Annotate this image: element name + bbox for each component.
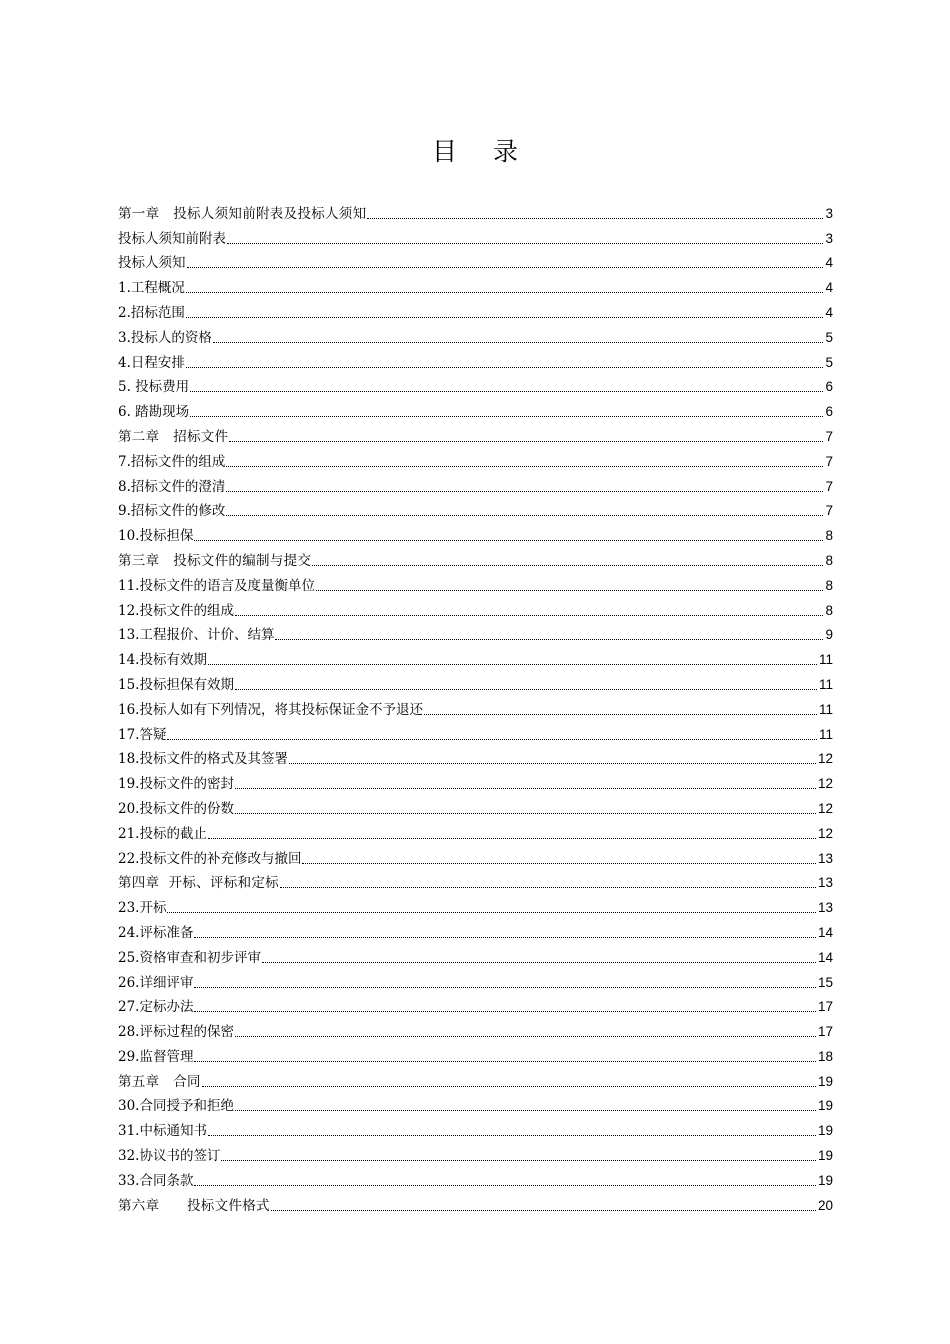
toc-entry-label: 27.定标办法 (118, 999, 194, 1016)
toc-entry-label: 19.投标文件的密封 (118, 776, 234, 793)
toc-entry-label: 24.评标准备 (118, 924, 194, 941)
toc-entry-label: 投标人须知 (118, 255, 186, 272)
toc-entry[interactable] (118, 869, 833, 894)
toc-dot-leader (194, 1185, 815, 1186)
toc-dot-leader (280, 887, 816, 888)
toc-entry-label: 4.日程安排 (118, 354, 185, 371)
toc-page-number: 13 (817, 900, 833, 916)
toc-entry-label: 9.招标文件的修改 (118, 503, 226, 520)
toc-entry[interactable] (118, 1092, 833, 1117)
toc-entry[interactable] (118, 224, 833, 249)
toc-page-number: 14 (817, 924, 833, 940)
toc-entry-label: 第三章 投标文件的编制与提交 (118, 552, 312, 569)
toc-page-number: 19 (817, 1172, 833, 1188)
toc-entry[interactable] (118, 571, 833, 596)
toc-page-number: 17 (817, 999, 833, 1015)
toc-entry-label: 第一章 投标人须知前附表及投标人须知 (118, 205, 367, 222)
toc-entry-label: 第六章 投标文件格式 (118, 1197, 270, 1214)
toc-page-number: 3 (825, 230, 833, 246)
toc-entry-label: 10.投标担保 (118, 528, 194, 545)
toc-entry-label: 11.投标文件的语言及度量衡单位 (118, 577, 315, 594)
toc-entry[interactable] (118, 323, 833, 348)
toc-entry[interactable] (118, 819, 833, 844)
toc-entry[interactable] (118, 943, 833, 968)
toc-page-number: 5 (825, 329, 833, 345)
toc-entry[interactable] (118, 521, 833, 546)
toc-entry[interactable] (118, 621, 833, 646)
toc-page-number: 19 (817, 1123, 833, 1139)
toc-entry[interactable] (118, 918, 833, 943)
toc-dot-leader (190, 391, 823, 392)
toc-entry-label: 14.投标有效期 (118, 652, 207, 669)
toc-dot-leader (221, 1160, 815, 1161)
toc-page-number: 8 (825, 552, 833, 568)
toc-entry[interactable] (118, 844, 833, 869)
toc-dot-leader (262, 962, 816, 963)
toc-entry-label: 28.评标过程的保密 (118, 1024, 234, 1041)
toc-entry[interactable] (118, 1067, 833, 1092)
toc-page-number: 8 (825, 577, 833, 593)
toc-entry-label: 21.投标的截止 (118, 825, 207, 842)
toc-entry[interactable] (118, 893, 833, 918)
toc-page-number: 12 (817, 825, 833, 841)
toc-entry-label: 23.开标 (118, 900, 167, 917)
toc-page-number: 18 (817, 1048, 833, 1064)
toc-entry[interactable] (118, 794, 833, 819)
toc-entry[interactable] (118, 1166, 833, 1191)
toc-entry[interactable] (118, 720, 833, 745)
toc-dot-leader (226, 491, 823, 492)
toc-entry[interactable] (118, 1017, 833, 1042)
toc-page-number: 6 (825, 404, 833, 420)
toc-dot-leader (271, 1210, 816, 1211)
toc-dot-leader (367, 218, 823, 219)
toc-dot-leader (167, 739, 817, 740)
toc-dot-leader (187, 267, 824, 268)
toc-dot-leader (186, 367, 824, 368)
toc-entry[interactable] (118, 397, 833, 422)
toc-entry[interactable] (118, 348, 833, 373)
toc-entry-label: 投标人须知前附表 (118, 230, 226, 247)
toc-dot-leader (202, 1086, 816, 1087)
toc-dot-leader (194, 987, 815, 988)
toc-dot-leader (194, 937, 815, 938)
toc-page-number: 14 (817, 949, 833, 965)
toc-entry-label: 31.中标通知书 (118, 1123, 207, 1140)
toc-entry[interactable] (118, 769, 833, 794)
toc-entry-label: 30.合同授予和拒绝 (118, 1098, 234, 1115)
toc-dot-leader (316, 590, 824, 591)
toc-dot-leader (235, 1036, 816, 1037)
toc-entry-label: 18.投标文件的格式及其签署 (118, 751, 288, 768)
toc-entry-label: 第二章 招标文件 (118, 428, 229, 445)
toc-entry[interactable] (118, 993, 833, 1018)
toc-dot-leader (302, 863, 815, 864)
toc-dot-leader (190, 416, 823, 417)
toc-page-number: 7 (825, 428, 833, 444)
toc-page-number: 4 (825, 255, 833, 271)
toc-entry[interactable] (118, 273, 833, 298)
toc-entry-label: 13.工程报价、计价、结算 (118, 627, 275, 644)
toc-entry-label: 22.投标文件的补充修改与撤回 (118, 850, 302, 867)
toc-dot-leader (235, 788, 816, 789)
toc-entry[interactable] (118, 472, 833, 497)
toc-dot-leader (226, 515, 823, 516)
toc-entry[interactable] (118, 745, 833, 770)
toc-dot-leader (167, 912, 815, 913)
toc-entry[interactable] (118, 199, 833, 224)
toc-dot-leader (213, 342, 824, 343)
toc-dot-leader (186, 317, 824, 318)
toc-page-number: 8 (825, 528, 833, 544)
toc-entry-label: 32.协议书的签订 (118, 1148, 221, 1165)
toc-entry-label: 12.投标文件的组成 (118, 602, 234, 619)
toc-entry-label: 第四章 开标、评标和定标 (118, 875, 279, 892)
toc-page-number: 11 (818, 726, 833, 742)
toc-entry[interactable] (118, 373, 833, 398)
toc-page-number: 20 (817, 1197, 833, 1213)
toc-page-number: 4 (825, 304, 833, 320)
toc-page-number: 6 (825, 379, 833, 395)
toc-page-number: 5 (825, 354, 833, 370)
toc-entry[interactable] (118, 1141, 833, 1166)
toc-entry[interactable] (118, 596, 833, 621)
toc-entry[interactable] (118, 298, 833, 323)
toc-dot-leader (208, 838, 816, 839)
toc-entry-label: 5. 投标费用 (118, 379, 190, 396)
toc-entry-label: 1.工程概况 (118, 280, 185, 297)
toc-entry-label: 20.投标文件的份数 (118, 800, 234, 817)
toc-dot-leader (194, 1061, 815, 1062)
toc-dot-leader (229, 441, 823, 442)
toc-entry-label: 6. 踏勘现场 (118, 404, 190, 421)
toc-entry[interactable] (118, 422, 833, 447)
toc-entry-label: 8.招标文件的澄清 (118, 478, 226, 495)
toc-entry-label: 3.投标人的资格 (118, 329, 212, 346)
toc-entry-label: 2.招标范围 (118, 304, 185, 321)
toc-dot-leader (235, 689, 817, 690)
toc-dot-leader (226, 466, 823, 467)
toc-dot-leader (194, 1011, 815, 1012)
toc-page-number: 8 (825, 602, 833, 618)
toc-page-number: 7 (825, 503, 833, 519)
toc-dot-leader (235, 1110, 816, 1111)
toc-entry[interactable] (118, 968, 833, 993)
toc-dot-leader (186, 292, 824, 293)
toc-page-number: 12 (817, 776, 833, 792)
toc-entry[interactable] (118, 645, 833, 670)
toc-page-number: 19 (817, 1073, 833, 1089)
toc-entry[interactable] (118, 447, 833, 472)
toc-page-number: 7 (825, 453, 833, 469)
toc-dot-leader (208, 664, 817, 665)
toc-page-number: 11 (818, 701, 833, 717)
toc-dot-leader (312, 565, 823, 566)
toc-dot-leader (235, 813, 816, 814)
toc-page-number: 19 (817, 1148, 833, 1164)
toc-dot-leader (208, 1135, 816, 1136)
toc-page-number: 15 (817, 974, 833, 990)
toc-entry[interactable] (118, 670, 833, 695)
toc-dot-leader (227, 243, 823, 244)
toc-page-number: 13 (817, 850, 833, 866)
toc-title: 目 录 (432, 137, 532, 166)
toc-dot-leader (275, 639, 823, 640)
toc-entry-label: 16.投标人如有下列情况，将其投标保证金不予退还 (118, 701, 423, 718)
toc-entry-label: 26.详细评审 (118, 974, 194, 991)
toc-entry-label: 25.资格审查和初步评审 (118, 949, 261, 966)
toc-dot-leader (194, 540, 823, 541)
toc-page-number: 9 (825, 627, 833, 643)
toc-dot-leader (235, 615, 824, 616)
toc-entry-label: 17.答疑 (118, 726, 167, 743)
toc-page-number: 12 (817, 751, 833, 767)
toc-page-number: 3 (825, 205, 833, 221)
toc-page-number: 19 (817, 1098, 833, 1114)
toc-page-number: 11 (818, 652, 833, 668)
toc-entry[interactable] (118, 695, 833, 720)
toc-page-number: 11 (818, 676, 833, 692)
toc-entry-label: 7.招标文件的组成 (118, 453, 226, 470)
toc-entry[interactable] (118, 1191, 833, 1216)
toc-entry[interactable] (118, 546, 833, 571)
toc-page-number: 7 (825, 478, 833, 494)
toc-page-number: 17 (817, 1024, 833, 1040)
toc-dot-leader (424, 714, 817, 715)
toc-page-number: 13 (817, 875, 833, 891)
toc-page-number: 12 (817, 800, 833, 816)
toc-entry[interactable] (118, 1042, 833, 1067)
table-of-contents (118, 199, 833, 1216)
toc-entry-label: 第五章 合同 (118, 1073, 201, 1090)
toc-entry[interactable] (118, 497, 833, 522)
toc-entry-label: 33.合同条款 (118, 1172, 194, 1189)
toc-entry[interactable] (118, 1116, 833, 1141)
toc-entry[interactable] (118, 249, 833, 274)
toc-dot-leader (289, 763, 816, 764)
toc-page-number: 4 (825, 280, 833, 296)
toc-entry-label: 29.监督管理 (118, 1048, 194, 1065)
toc-entry-label: 15.投标担保有效期 (118, 676, 234, 693)
